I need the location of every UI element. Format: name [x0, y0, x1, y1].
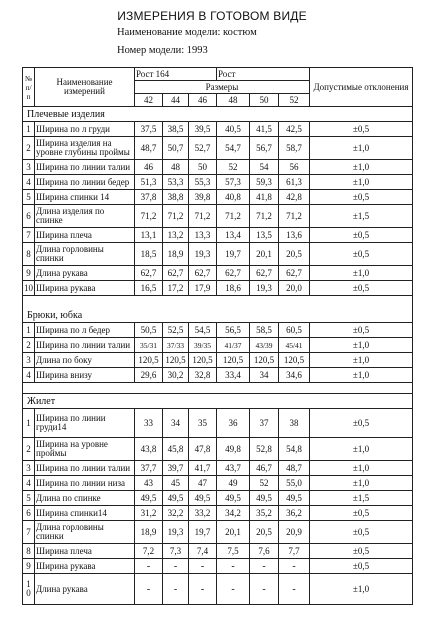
size-value: 20,1 [217, 521, 250, 544]
size-value: 61,3 [279, 175, 310, 190]
measurement-name: Ширина по линии талии [35, 338, 135, 353]
table-row [23, 544, 413, 559]
size-value: 18,6 [217, 281, 250, 296]
size-value: - [250, 559, 279, 574]
size-value: 34,6 [279, 368, 310, 383]
size-value: 55,3 [189, 175, 217, 190]
tolerance-value: ±0,5 [310, 323, 413, 338]
row-number: 4 [23, 476, 35, 491]
size-value: 18,5 [135, 243, 163, 266]
size-value: - [135, 559, 163, 574]
size-value: 58,5 [250, 323, 279, 338]
size-value: 60,5 [279, 323, 310, 338]
tolerance-value: ±1,0 [310, 266, 413, 281]
size-value: 54 [250, 160, 279, 175]
row-number: 2 [23, 137, 35, 160]
size-value: 7,5 [217, 544, 250, 559]
row-number: 4 [23, 368, 35, 383]
measurement-name: Длина изделия по спинке [35, 205, 135, 228]
tolerance-value: ±1,0 [310, 574, 413, 605]
size-value: - [217, 559, 250, 574]
size-value: 52 [217, 160, 250, 175]
table-row [23, 491, 413, 506]
size-value: 37,8 [135, 190, 163, 205]
size-header: 46 [189, 94, 217, 107]
size-value: 18,9 [135, 521, 163, 544]
size-value: 55,0 [279, 476, 310, 491]
table-row [23, 506, 413, 521]
size-value: 71,2 [217, 205, 250, 228]
measurement-name: Ширина внизу [35, 368, 135, 383]
tolerance-value: ±0,5 [310, 409, 413, 438]
tolerance-value: ±0,5 [310, 228, 413, 243]
size-value: 19,7 [217, 243, 250, 266]
size-value: 57,3 [217, 175, 250, 190]
size-value: - [217, 574, 250, 605]
table-row [23, 461, 413, 476]
size-value: 38,5 [163, 122, 189, 137]
size-value: 49,5 [250, 491, 279, 506]
table-row [23, 205, 413, 228]
tolerance-value: ±1,5 [310, 491, 413, 506]
size-value: 49,8 [217, 438, 250, 461]
size-value: 54,5 [189, 323, 217, 338]
size-header: 48 [217, 94, 250, 107]
size-value: 31,2 [135, 506, 163, 521]
measurements-table [22, 67, 413, 605]
size-value: 56,7 [250, 137, 279, 160]
tolerance-value: ±0,5 [310, 506, 413, 521]
size-value: 19,3 [163, 521, 189, 544]
size-value: 120,5 [217, 353, 250, 368]
row-number: 5 [23, 491, 35, 506]
tolerance-value: ±0,5 [310, 243, 413, 266]
tolerance-value: ±1,0 [310, 175, 413, 190]
size-value: 13,4 [217, 228, 250, 243]
table-row [23, 175, 413, 190]
size-value: 18,9 [163, 243, 189, 266]
size-value: 33 [135, 409, 163, 438]
size-value: 13,3 [189, 228, 217, 243]
measurement-name: Длина горловины спинки [35, 521, 135, 544]
size-value: 40,8 [217, 190, 250, 205]
size-value: 43,7 [217, 461, 250, 476]
tolerance-value: ±0,5 [310, 521, 413, 544]
size-value: 34,2 [217, 506, 250, 521]
size-value: 19,3 [189, 243, 217, 266]
size-value: 41,7 [189, 461, 217, 476]
size-value: 62,7 [135, 266, 163, 281]
size-value: 58,7 [279, 137, 310, 160]
size-value: 38 [279, 409, 310, 438]
size-value: 13,6 [279, 228, 310, 243]
size-value: 13,2 [163, 228, 189, 243]
row-number: 7 [23, 228, 35, 243]
size-value: 42,5 [279, 122, 310, 137]
size-value: 43,8 [135, 438, 163, 461]
size-value: 39,5 [189, 122, 217, 137]
table-row [23, 243, 413, 266]
table-row [23, 338, 413, 353]
size-value: 30,2 [163, 368, 189, 383]
size-value: 43/39 [250, 338, 279, 353]
size-value: 20,5 [250, 521, 279, 544]
table-row [23, 122, 413, 137]
size-value: 35 [189, 409, 217, 438]
row-number: 8 [23, 544, 35, 559]
size-value: 35,2 [250, 506, 279, 521]
size-value: 34 [163, 409, 189, 438]
size-value: 47 [189, 476, 217, 491]
size-value: 37,7 [135, 461, 163, 476]
measurement-name: Ширина изделия на уровне глубины проймы [35, 137, 135, 160]
tolerance-value: ±1,0 [310, 368, 413, 383]
measurement-name: Ширина рукава [35, 281, 135, 296]
size-value: 120,5 [250, 353, 279, 368]
size-value: - [279, 574, 310, 605]
size-value: 32,2 [163, 506, 189, 521]
size-value: 56 [279, 160, 310, 175]
size-value: 43 [135, 476, 163, 491]
measurement-name: Ширина по линии талии [35, 461, 135, 476]
size-value: 29,6 [135, 368, 163, 383]
size-value: 48 [163, 160, 189, 175]
tolerance-value: ±1,5 [310, 205, 413, 228]
size-value: 20,0 [279, 281, 310, 296]
tolerance-value: ±1,0 [310, 461, 413, 476]
size-value: 59,3 [250, 175, 279, 190]
table-row [23, 574, 413, 605]
size-value: 13,5 [250, 228, 279, 243]
size-value: 36 [217, 409, 250, 438]
row-number: 5 [23, 190, 35, 205]
size-value: 38,8 [163, 190, 189, 205]
row-number: 7 [23, 521, 35, 544]
measurement-name: Ширина спинки 14 [35, 190, 135, 205]
size-value: 62,7 [250, 266, 279, 281]
size-value: 7,2 [135, 544, 163, 559]
model-name: Наименование модели: костюм [117, 27, 257, 38]
table-row [23, 559, 413, 574]
size-value: 20,9 [279, 521, 310, 544]
size-value: 71,2 [250, 205, 279, 228]
size-value: 45,8 [163, 438, 189, 461]
size-value: 35/31 [135, 338, 163, 353]
size-value: 48,7 [135, 137, 163, 160]
size-value: 52 [250, 476, 279, 491]
size-value: 41,8 [250, 190, 279, 205]
measurement-name: Ширина рукава [35, 559, 135, 574]
tolerance-value: ±0,5 [310, 281, 413, 296]
size-value: 45/41 [279, 338, 310, 353]
size-value: 39,7 [163, 461, 189, 476]
size-value: 120,5 [163, 353, 189, 368]
tolerance-value: ±0,5 [310, 544, 413, 559]
size-value: 56,5 [217, 323, 250, 338]
tolerance-value: ±1,0 [310, 476, 413, 491]
size-value: 120,5 [135, 353, 163, 368]
size-value: 62,7 [163, 266, 189, 281]
size-value: 37 [250, 409, 279, 438]
document-title: ИЗМЕРЕНИЯ В ГОТОВОМ ВИДЕ [117, 9, 307, 23]
size-value: - [163, 559, 189, 574]
measurement-name: Длина рукава [35, 266, 135, 281]
tolerance-value: ±1,0 [310, 353, 413, 368]
size-value: 7,3 [163, 544, 189, 559]
size-value: 46 [135, 160, 163, 175]
blank-row [23, 383, 413, 394]
size-value: 71,2 [135, 205, 163, 228]
row-number: 2 [23, 438, 35, 461]
table-row [23, 137, 413, 160]
tolerance-value: ±0,5 [310, 190, 413, 205]
size-value: 48,7 [279, 461, 310, 476]
height-label-1: Рост 164 [135, 68, 217, 81]
size-header: 44 [163, 94, 189, 107]
table-row [23, 160, 413, 175]
size-value: - [250, 574, 279, 605]
size-value: 37,5 [135, 122, 163, 137]
size-value: 16,5 [135, 281, 163, 296]
size-value: - [279, 559, 310, 574]
row-number: 1 [23, 323, 35, 338]
size-value: 32,8 [189, 368, 217, 383]
row-number: 1 [23, 122, 35, 137]
size-value: 19,7 [189, 521, 217, 544]
size-value: 62,7 [189, 266, 217, 281]
sizes-header: Размеры [135, 81, 310, 94]
size-value: 120,5 [279, 353, 310, 368]
row-number: 9 [23, 266, 35, 281]
size-value: 49,5 [189, 491, 217, 506]
size-value: 62,7 [279, 266, 310, 281]
size-value: 7,6 [250, 544, 279, 559]
row-number: 3 [23, 353, 35, 368]
col-name-header: Наименование измерений [35, 68, 135, 107]
row-number: 4 [23, 175, 35, 190]
row-number: 3 [23, 160, 35, 175]
row-number: 10 [23, 281, 35, 296]
measurement-name: Длина рукава [35, 574, 135, 605]
size-value: 54,8 [279, 438, 310, 461]
size-value: 39,8 [189, 190, 217, 205]
size-value: 41,5 [250, 122, 279, 137]
size-value: - [189, 574, 217, 605]
size-value: 17,2 [163, 281, 189, 296]
table-row [23, 266, 413, 281]
table-row [23, 409, 413, 438]
size-value: 49,5 [279, 491, 310, 506]
size-value: 47,8 [189, 438, 217, 461]
row-number: 8 [23, 243, 35, 266]
measurement-name: Ширина плеча [35, 228, 135, 243]
size-value: 71,2 [279, 205, 310, 228]
size-value: 62,7 [217, 266, 250, 281]
size-value: 33,4 [217, 368, 250, 383]
measurement-name: Ширина по линии бедер [35, 175, 135, 190]
size-value: 52,7 [189, 137, 217, 160]
table-row [23, 438, 413, 461]
measurement-name: Ширина по линии груди14 [35, 409, 135, 438]
size-value: 7,4 [189, 544, 217, 559]
size-value: 71,2 [163, 205, 189, 228]
size-value: 71,2 [189, 205, 217, 228]
size-header: 52 [279, 94, 310, 107]
size-value: 36,2 [279, 506, 310, 521]
size-value: 39/35 [189, 338, 217, 353]
section-title: Жилет [23, 394, 413, 409]
measurement-name: Ширина по линии низа [35, 476, 135, 491]
size-value: 50,5 [135, 323, 163, 338]
size-value: 120,5 [189, 353, 217, 368]
size-value: 13,1 [135, 228, 163, 243]
size-value: 41/37 [217, 338, 250, 353]
size-value: 34 [250, 368, 279, 383]
size-value: 52,5 [163, 323, 189, 338]
size-header: 50 [250, 94, 279, 107]
row-number: 2 [23, 338, 35, 353]
size-value: 20,5 [279, 243, 310, 266]
size-value: 50,7 [163, 137, 189, 160]
row-number: 1 [23, 409, 35, 438]
table-row [23, 521, 413, 544]
section-title: Плечевые изделия [23, 107, 413, 122]
measurement-name: Ширина по л груди [35, 122, 135, 137]
size-value: 49,5 [135, 491, 163, 506]
section-title: Брюки, юбка [23, 296, 413, 323]
model-number: Номер модели: 1993 [117, 45, 208, 56]
size-value: 49,5 [217, 491, 250, 506]
height-label-2: Рост [217, 68, 310, 81]
size-value: - [135, 574, 163, 605]
tolerance-value: ±1,0 [310, 160, 413, 175]
size-value: 49,5 [163, 491, 189, 506]
measurement-name: Ширина по л бедер [35, 323, 135, 338]
size-value: 19,3 [250, 281, 279, 296]
measurement-name: Ширина плеча [35, 544, 135, 559]
size-value: 54,7 [217, 137, 250, 160]
size-value: - [163, 574, 189, 605]
table-row [23, 353, 413, 368]
size-value: 42,8 [279, 190, 310, 205]
size-value: 52,8 [250, 438, 279, 461]
row-number: 6 [23, 205, 35, 228]
row-number: 3 [23, 461, 35, 476]
row-number: 1 0 [23, 574, 35, 605]
tolerance-value: ±0,5 [310, 559, 413, 574]
row-number: 9 [23, 559, 35, 574]
table-row [23, 368, 413, 383]
size-value: 49 [217, 476, 250, 491]
size-value: 7,7 [279, 544, 310, 559]
table-row [23, 228, 413, 243]
col-number-header: № п/ п [23, 68, 35, 107]
tolerance-value: ±1,0 [310, 338, 413, 353]
tolerance-value: ±1,0 [310, 438, 413, 461]
size-value: 40,5 [217, 122, 250, 137]
size-value: 20,1 [250, 243, 279, 266]
tolerance-value: ±0,5 [310, 122, 413, 137]
tolerance-value: ±1,0 [310, 137, 413, 160]
table-row [23, 281, 413, 296]
measurement-name: Длина по спинке [35, 491, 135, 506]
size-value: 33,2 [189, 506, 217, 521]
tolerance-header: Допустимые отклонения [310, 68, 413, 107]
size-value: 17,9 [189, 281, 217, 296]
size-value: - [189, 559, 217, 574]
table-row [23, 323, 413, 338]
measurement-name: Длина горловины спинки [35, 243, 135, 266]
size-value: 51,3 [135, 175, 163, 190]
size-value: 45 [163, 476, 189, 491]
table-row [23, 190, 413, 205]
measurement-name: Ширина на уровне проймы [35, 438, 135, 461]
size-value: 37/33 [163, 338, 189, 353]
size-value: 53,3 [163, 175, 189, 190]
size-value: 50 [189, 160, 217, 175]
table-row [23, 476, 413, 491]
row-number: 6 [23, 506, 35, 521]
size-header: 42 [135, 94, 163, 107]
measurement-name: Длина по боку [35, 353, 135, 368]
measurement-name: Ширина спинки14 [35, 506, 135, 521]
measurement-name: Ширина по линии талии [35, 160, 135, 175]
size-value: 46,7 [250, 461, 279, 476]
